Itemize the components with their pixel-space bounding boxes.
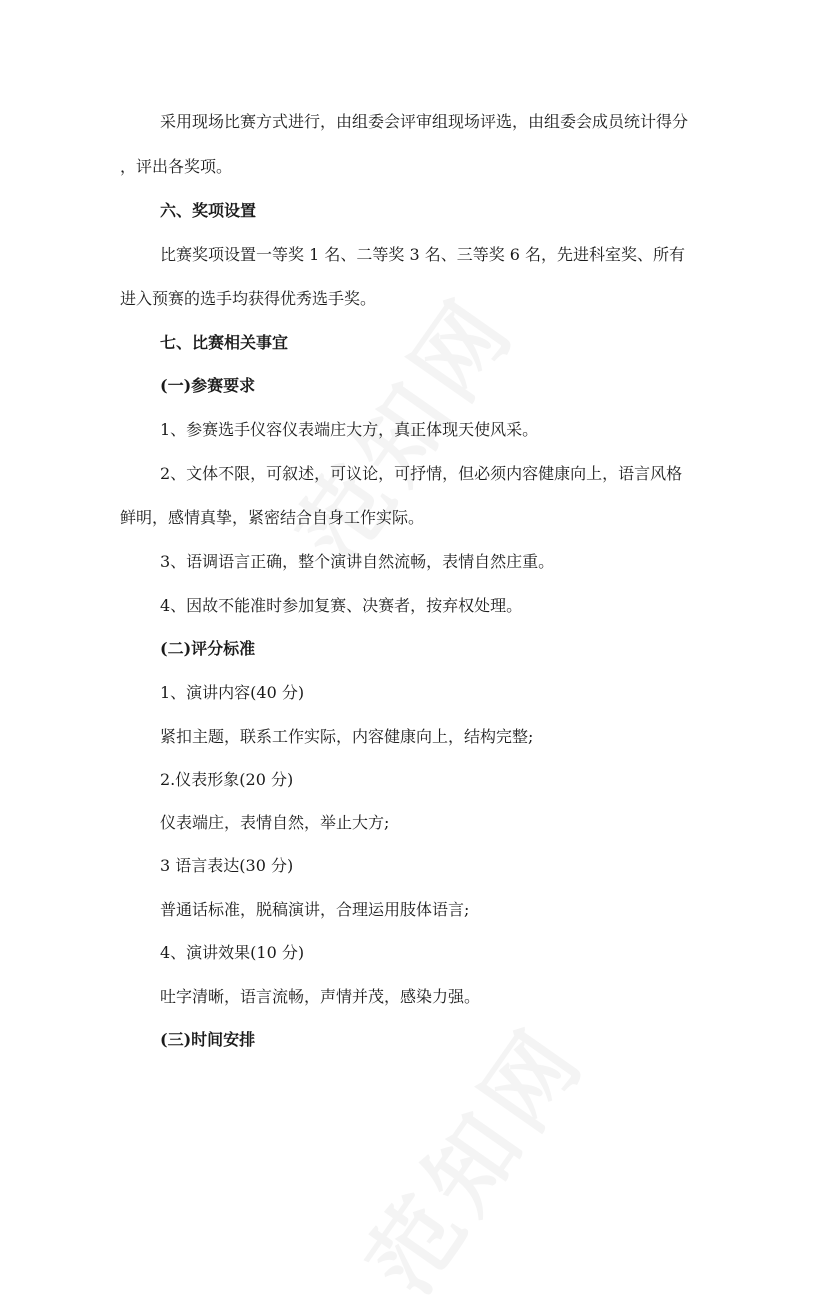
- section-heading: 六、奖项设置: [160, 201, 257, 220]
- paragraph-line: 吐字清晰，语言流畅，声情并茂，感染力强。: [160, 987, 481, 1006]
- list-item: 2、文体不限，可叙述，可议论，可抒情，但必须内容健康向上，语言风格: [160, 464, 683, 483]
- list-item: 2.仪表形象(20 分): [160, 770, 294, 789]
- list-item: 1、演讲内容(40 分): [160, 683, 305, 702]
- list-item: 1、参赛选手仪容仪表端庄大方，真正体现天使风采。: [160, 420, 539, 439]
- paragraph-line: 紧扣主题，联系工作实际，内容健康向上，结构完整;: [160, 727, 534, 746]
- subsection-heading: (三)时间安排: [160, 1030, 256, 1049]
- subsection-heading: (一)参赛要求: [160, 376, 256, 395]
- paragraph-line: 鲜明，感情真挚，紧密结合自身工作实际。: [120, 508, 425, 527]
- paragraph-line: 进入预赛的选手均获得优秀选手奖。: [120, 289, 377, 308]
- paragraph-line: 比赛奖项设置一等奖 1 名、二等奖 3 名、三等奖 6 名，先进科室奖、所有: [160, 245, 686, 264]
- list-item: 4、因故不能准时参加复赛、决赛者，按弃权处理。: [160, 596, 523, 615]
- paragraph-line: 普通话标准，脱稿演讲，合理运用肢体语言;: [160, 900, 470, 919]
- list-item: 3、语调语言正确，整个演讲自然流畅，表情自然庄重。: [160, 552, 555, 571]
- section-heading: 七、比赛相关事宜: [160, 333, 289, 352]
- subsection-heading: (二)评分标准: [160, 639, 256, 658]
- list-item: 3 语言表达(30 分): [160, 856, 294, 875]
- paragraph-line: 仪表端庄，表情自然，举止大方;: [160, 813, 390, 832]
- paragraph-line: ，评出各奖项。: [120, 157, 233, 176]
- list-item: 4、演讲效果(10 分): [160, 943, 305, 962]
- paragraph-line: 采用现场比赛方式进行，由组委会评审组现场评选，由组委会成员统计得分: [160, 112, 689, 131]
